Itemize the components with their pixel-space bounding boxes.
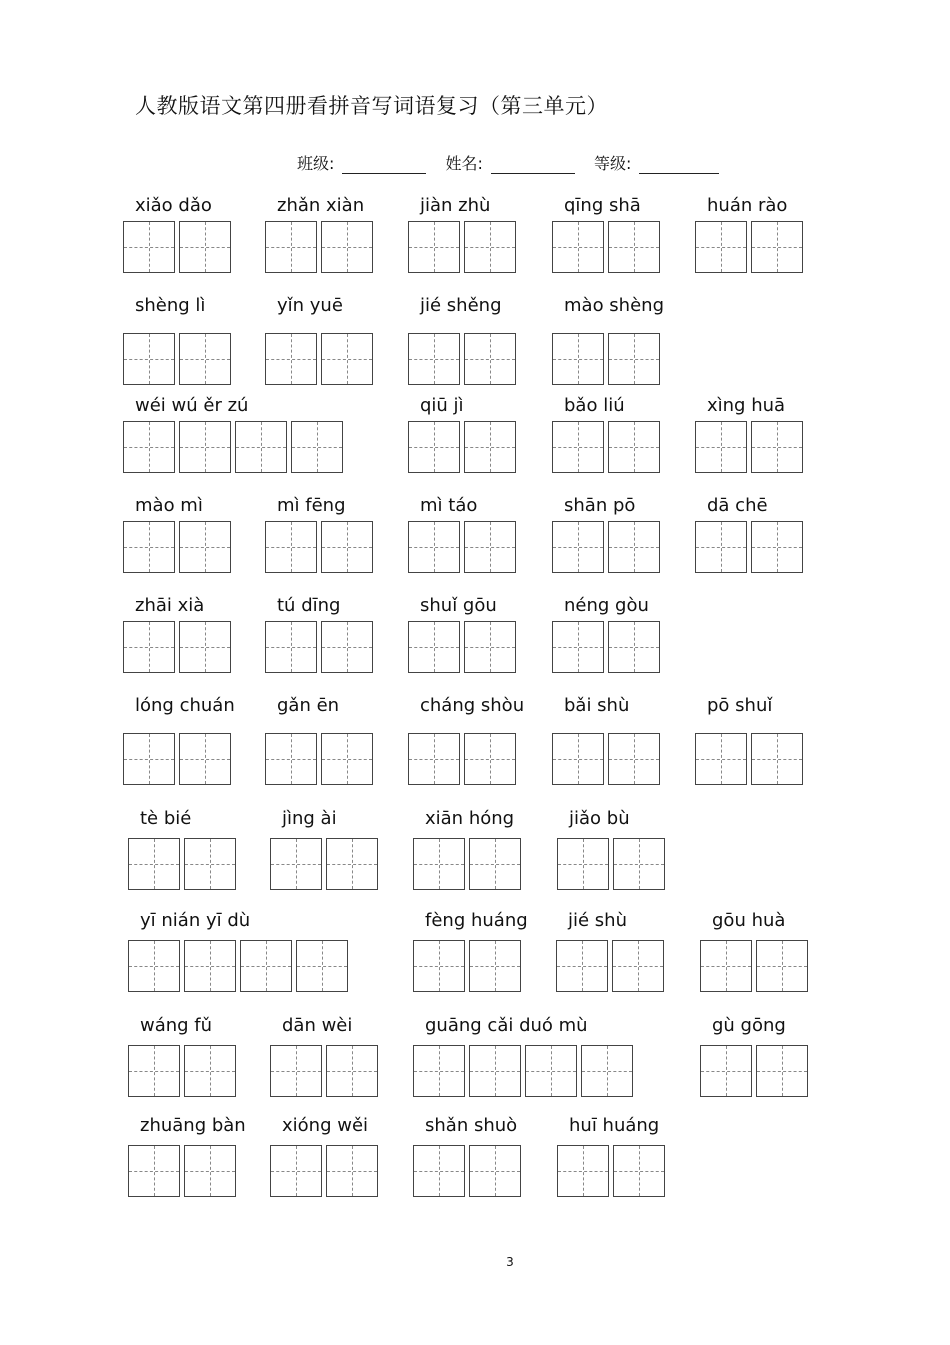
tian-zi-ge-cell[interactable]: [552, 621, 604, 673]
writing-boxes: [270, 1145, 382, 1197]
tian-zi-ge-cell[interactable]: [695, 521, 747, 573]
tian-zi-ge-cell[interactable]: [123, 733, 175, 785]
writing-boxes: [700, 1045, 812, 1097]
tian-zi-ge-cell[interactable]: [321, 733, 373, 785]
tian-zi-ge-cell[interactable]: [695, 421, 747, 473]
tian-zi-ge-cell[interactable]: [464, 221, 516, 273]
writing-boxes: [557, 838, 669, 890]
pinyin-label: jiàn zhù: [420, 195, 491, 216]
writing-boxes: [557, 1145, 669, 1197]
pinyin-label: cháng shòu: [420, 695, 525, 716]
tian-zi-ge-cell[interactable]: [413, 838, 465, 890]
tian-zi-ge-cell[interactable]: [235, 421, 287, 473]
tian-zi-ge-cell[interactable]: [700, 940, 752, 992]
writing-boxes: [552, 521, 664, 573]
tian-zi-ge-cell[interactable]: [265, 521, 317, 573]
writing-boxes: [128, 838, 240, 890]
pinyin-label: pō shuǐ: [707, 695, 773, 716]
writing-boxes: [408, 733, 520, 785]
pinyin-label: xiān hóng: [425, 808, 515, 829]
writing-boxes: [556, 940, 668, 992]
tian-zi-ge-cell[interactable]: [751, 521, 803, 573]
tian-zi-ge-cell[interactable]: [326, 1145, 378, 1197]
writing-boxes: [695, 733, 807, 785]
tian-zi-ge-cell[interactable]: [557, 1145, 609, 1197]
tian-zi-ge-cell[interactable]: [408, 733, 460, 785]
class-blank[interactable]: [342, 159, 426, 174]
pinyin-label: dā chē: [707, 495, 768, 516]
tian-zi-ge-cell[interactable]: [179, 621, 231, 673]
tian-zi-ge-cell[interactable]: [265, 621, 317, 673]
tian-zi-ge-cell[interactable]: [291, 421, 343, 473]
tian-zi-ge-cell[interactable]: [321, 521, 373, 573]
name-label: 姓名:: [445, 154, 483, 173]
tian-zi-ge-cell[interactable]: [270, 838, 322, 890]
writing-boxes: [123, 733, 235, 785]
writing-boxes: [265, 333, 377, 385]
writing-boxes: [413, 838, 525, 890]
tian-zi-ge-cell[interactable]: [464, 733, 516, 785]
tian-zi-ge-cell[interactable]: [608, 221, 660, 273]
tian-zi-ge-cell[interactable]: [608, 421, 660, 473]
tian-zi-ge-cell[interactable]: [613, 838, 665, 890]
tian-zi-ge-cell[interactable]: [464, 333, 516, 385]
pinyin-label: huī huáng: [569, 1115, 660, 1136]
writing-boxes: [695, 421, 807, 473]
tian-zi-ge-cell[interactable]: [464, 621, 516, 673]
writing-boxes: [128, 1145, 240, 1197]
writing-boxes: [408, 621, 520, 673]
writing-boxes: [270, 1045, 382, 1097]
pinyin-label: gǎn ēn: [277, 695, 340, 716]
tian-zi-ge-cell[interactable]: [464, 521, 516, 573]
writing-boxes: [408, 333, 520, 385]
pinyin-label: jié shù: [568, 910, 627, 931]
pinyin-label: gù gōng: [712, 1015, 786, 1036]
tian-zi-ge-cell[interactable]: [179, 521, 231, 573]
pinyin-label: yī nián yī dù: [140, 910, 251, 931]
writing-boxes: [413, 1145, 525, 1197]
pinyin-label: zhuāng bàn: [140, 1115, 246, 1136]
pinyin-label: fèng huáng: [425, 910, 528, 931]
writing-boxes: [123, 621, 235, 673]
tian-zi-ge-cell[interactable]: [179, 421, 231, 473]
tian-zi-ge-cell[interactable]: [179, 333, 231, 385]
writing-boxes: [552, 333, 664, 385]
pinyin-label: jiǎo bù: [569, 808, 630, 829]
writing-boxes: [408, 421, 520, 473]
tian-zi-ge-cell[interactable]: [695, 733, 747, 785]
page-title: 人教版语文第四册看拼音写词语复习（第三单元）: [135, 94, 608, 118]
tian-zi-ge-cell[interactable]: [608, 621, 660, 673]
pinyin-label: mì táo: [420, 495, 478, 516]
writing-boxes: [123, 333, 235, 385]
tian-zi-ge-cell[interactable]: [556, 940, 608, 992]
tian-zi-ge-cell[interactable]: [326, 838, 378, 890]
tian-zi-ge-cell[interactable]: [464, 421, 516, 473]
writing-boxes: [265, 621, 377, 673]
pinyin-label: qīng shā: [564, 195, 641, 216]
grade-blank[interactable]: [639, 159, 719, 174]
tian-zi-ge-cell[interactable]: [321, 221, 373, 273]
writing-boxes: [695, 521, 807, 573]
tian-zi-ge-cell[interactable]: [700, 1045, 752, 1097]
pinyin-label: mào mì: [135, 495, 203, 516]
pinyin-label: bǎi shù: [564, 695, 630, 716]
pinyin-label: wéi wú ěr zú: [135, 395, 249, 416]
tian-zi-ge-cell[interactable]: [179, 221, 231, 273]
pinyin-label: huán rào: [707, 195, 788, 216]
tian-zi-ge-cell[interactable]: [408, 621, 460, 673]
tian-zi-ge-cell[interactable]: [552, 521, 604, 573]
tian-zi-ge-cell[interactable]: [525, 1045, 577, 1097]
writing-boxes: [128, 940, 352, 992]
tian-zi-ge-cell[interactable]: [128, 1145, 180, 1197]
tian-zi-ge-cell[interactable]: [413, 1145, 465, 1197]
pinyin-label: mì fēng: [277, 495, 346, 516]
tian-zi-ge-cell[interactable]: [408, 521, 460, 573]
tian-zi-ge-cell[interactable]: [184, 1145, 236, 1197]
tian-zi-ge-cell[interactable]: [128, 1045, 180, 1097]
pinyin-label: shèng lì: [135, 295, 206, 316]
tian-zi-ge-cell[interactable]: [265, 221, 317, 273]
tian-zi-ge-cell[interactable]: [265, 733, 317, 785]
writing-boxes: [265, 733, 377, 785]
pinyin-label: zhāi xià: [135, 595, 205, 616]
tian-zi-ge-cell[interactable]: [552, 733, 604, 785]
writing-boxes: [413, 1045, 637, 1097]
name-blank[interactable]: [491, 159, 575, 174]
tian-zi-ge-cell[interactable]: [123, 421, 175, 473]
tian-zi-ge-cell[interactable]: [128, 940, 180, 992]
tian-zi-ge-cell[interactable]: [179, 733, 231, 785]
pinyin-label: gōu huà: [712, 910, 786, 931]
tian-zi-ge-cell[interactable]: [408, 221, 460, 273]
writing-boxes: [123, 421, 347, 473]
tian-zi-ge-cell[interactable]: [321, 333, 373, 385]
tian-zi-ge-cell[interactable]: [552, 333, 604, 385]
tian-zi-ge-cell[interactable]: [608, 733, 660, 785]
tian-zi-ge-cell[interactable]: [756, 1045, 808, 1097]
tian-zi-ge-cell[interactable]: [613, 1145, 665, 1197]
pinyin-label: lóng chuán: [135, 695, 235, 716]
pinyin-label: xìng huā: [707, 395, 786, 416]
student-info: [297, 151, 733, 174]
tian-zi-ge-cell[interactable]: [184, 838, 236, 890]
pinyin-label: néng gòu: [564, 595, 649, 616]
tian-zi-ge-cell[interactable]: [128, 838, 180, 890]
pinyin-label: tú dīng: [277, 595, 341, 616]
tian-zi-ge-cell[interactable]: [296, 940, 348, 992]
tian-zi-ge-cell[interactable]: [608, 333, 660, 385]
tian-zi-ge-cell[interactable]: [581, 1045, 633, 1097]
pinyin-label: jìng ài: [282, 808, 337, 829]
pinyin-label: jié shěng: [420, 295, 502, 316]
tian-zi-ge-cell[interactable]: [756, 940, 808, 992]
tian-zi-ge-cell[interactable]: [123, 521, 175, 573]
pinyin-label: tè bié: [140, 808, 192, 829]
writing-boxes: [552, 421, 664, 473]
tian-zi-ge-cell[interactable]: [469, 1145, 521, 1197]
tian-zi-ge-cell[interactable]: [408, 421, 460, 473]
writing-boxes: [123, 521, 235, 573]
tian-zi-ge-cell[interactable]: [695, 221, 747, 273]
pinyin-label: qiū jì: [420, 395, 464, 416]
pinyin-label: xióng wěi: [282, 1115, 369, 1136]
tian-zi-ge-cell[interactable]: [270, 1045, 322, 1097]
grade-label: 等级:: [594, 154, 632, 173]
tian-zi-ge-cell[interactable]: [413, 940, 465, 992]
writing-boxes: [552, 733, 664, 785]
tian-zi-ge-cell[interactable]: [184, 1045, 236, 1097]
page-number: 3: [506, 1255, 514, 1269]
tian-zi-ge-cell[interactable]: [123, 621, 175, 673]
writing-boxes: [700, 940, 812, 992]
tian-zi-ge-cell[interactable]: [612, 940, 664, 992]
tian-zi-ge-cell[interactable]: [270, 1145, 322, 1197]
writing-boxes: [123, 221, 235, 273]
writing-boxes: [413, 940, 525, 992]
writing-boxes: [695, 221, 807, 273]
tian-zi-ge-cell[interactable]: [751, 733, 803, 785]
writing-boxes: [265, 221, 377, 273]
pinyin-label: shǎn shuò: [425, 1115, 518, 1136]
pinyin-label: shuǐ gōu: [420, 595, 497, 616]
pinyin-label: bǎo liú: [564, 395, 625, 416]
pinyin-label: yǐn yuē: [277, 295, 343, 316]
tian-zi-ge-cell[interactable]: [552, 221, 604, 273]
tian-zi-ge-cell[interactable]: [321, 621, 373, 673]
tian-zi-ge-cell[interactable]: [469, 940, 521, 992]
tian-zi-ge-cell[interactable]: [751, 421, 803, 473]
writing-boxes: [265, 521, 377, 573]
tian-zi-ge-cell[interactable]: [123, 221, 175, 273]
tian-zi-ge-cell[interactable]: [184, 940, 236, 992]
writing-boxes: [552, 621, 664, 673]
tian-zi-ge-cell[interactable]: [408, 333, 460, 385]
tian-zi-ge-cell[interactable]: [751, 221, 803, 273]
pinyin-label: dān wèi: [282, 1015, 353, 1036]
pinyin-label: guāng cǎi duó mù: [425, 1015, 588, 1036]
tian-zi-ge-cell[interactable]: [552, 421, 604, 473]
writing-boxes: [408, 521, 520, 573]
pinyin-label: zhǎn xiàn: [277, 195, 365, 216]
tian-zi-ge-cell[interactable]: [123, 333, 175, 385]
tian-zi-ge-cell[interactable]: [413, 1045, 465, 1097]
pinyin-label: mào shèng: [564, 295, 664, 316]
tian-zi-ge-cell[interactable]: [557, 838, 609, 890]
writing-boxes: [270, 838, 382, 890]
tian-zi-ge-cell[interactable]: [608, 521, 660, 573]
pinyin-label: shān pō: [564, 495, 636, 516]
writing-boxes: [408, 221, 520, 273]
writing-boxes: [552, 221, 664, 273]
tian-zi-ge-cell[interactable]: [326, 1045, 378, 1097]
writing-boxes: [128, 1045, 240, 1097]
tian-zi-ge-cell[interactable]: [240, 940, 292, 992]
tian-zi-ge-cell[interactable]: [469, 838, 521, 890]
tian-zi-ge-cell[interactable]: [469, 1045, 521, 1097]
pinyin-label: xiǎo dǎo: [135, 195, 212, 216]
tian-zi-ge-cell[interactable]: [265, 333, 317, 385]
class-label: 班级:: [297, 154, 335, 173]
pinyin-label: wáng fǔ: [140, 1015, 213, 1036]
